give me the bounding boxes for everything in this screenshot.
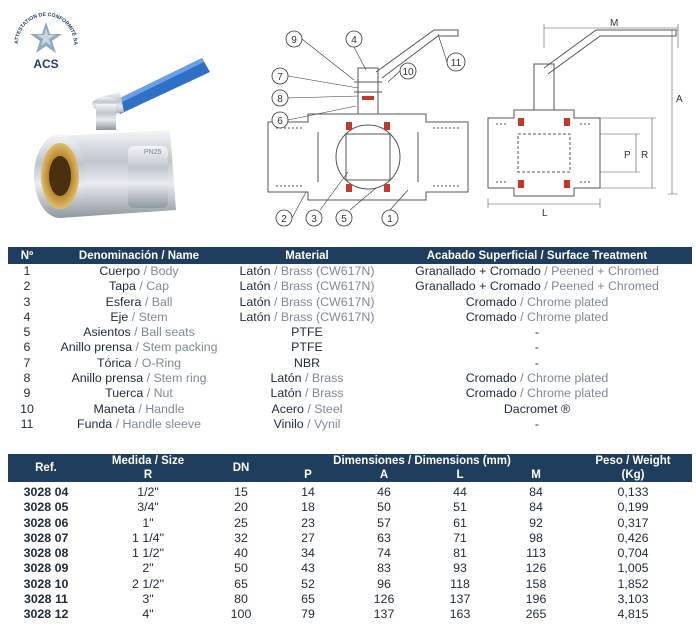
- part-name-en: / Cap: [135, 279, 169, 294]
- p-cell: 27: [301, 530, 315, 545]
- material-cell: [232, 295, 382, 310]
- callout-10: 10: [402, 67, 414, 78]
- p-cell: 34: [301, 546, 315, 561]
- dim-label-p: P: [624, 150, 631, 161]
- finish-es: Granallado + Cromado: [415, 264, 541, 278]
- material-en: / Vynil: [303, 416, 341, 431]
- finish-cell: [382, 356, 692, 371]
- callout-6: 6: [277, 116, 283, 127]
- finish-en: / Peened + Chromed: [540, 279, 659, 294]
- material-row: [8, 371, 692, 386]
- size-cell: 3": [142, 592, 154, 607]
- m-cell: 113: [526, 546, 546, 561]
- p-cell: 43: [301, 561, 315, 576]
- part-name-cell: [46, 356, 232, 371]
- dn-cell: 40: [234, 546, 248, 561]
- part-number: 6: [23, 340, 31, 355]
- part-name-cell: [46, 264, 232, 279]
- dimension-row: [8, 577, 692, 592]
- p-cell: 18: [301, 500, 315, 515]
- weight-cell: 0,199: [617, 500, 649, 515]
- part-number-cell: [8, 340, 46, 355]
- a-cell: 50: [377, 500, 391, 515]
- finish-en: / Chrome plated: [516, 309, 609, 324]
- size-cell: 3/4": [137, 500, 159, 515]
- header-p: P: [270, 468, 346, 482]
- p-cell: 65: [301, 592, 315, 607]
- header-weight: Peso / Weight: [574, 454, 692, 468]
- dim-label-l: L: [542, 208, 548, 218]
- size-cell: 1 1/4": [132, 530, 164, 545]
- a-cell: 96: [377, 576, 391, 591]
- dimension-row: [8, 516, 692, 531]
- material-es: NBR: [293, 355, 321, 370]
- callout-5: 5: [341, 214, 347, 225]
- header-number: Nº: [8, 247, 46, 264]
- part-name-cell: [46, 340, 232, 355]
- callout-7: 7: [277, 72, 283, 83]
- callout-11: 11: [450, 58, 462, 69]
- ref-cell: 3028 08: [23, 546, 69, 561]
- a-cell: 63: [377, 530, 391, 545]
- dn-cell: 65: [234, 576, 248, 591]
- l-cell: 81: [453, 546, 467, 561]
- material-cell: [232, 356, 382, 371]
- material-es: Latón: [239, 279, 271, 294]
- part-number-cell: [8, 264, 46, 279]
- material-row: [8, 402, 692, 417]
- m-cell: 196: [525, 592, 547, 607]
- ref-cell: 3028 12: [23, 607, 69, 622]
- part-number: 9: [23, 386, 31, 401]
- ball-valve-photo: [20, 50, 210, 235]
- material-cell: [232, 264, 382, 279]
- callout-1: 1: [387, 214, 393, 225]
- part-name-es: Funda: [77, 416, 113, 431]
- part-number: 3: [23, 294, 31, 309]
- dim-label-r: R: [641, 150, 649, 161]
- finish-cell: [382, 402, 692, 417]
- material-row: [8, 340, 692, 355]
- logo-text: ACS: [33, 57, 59, 71]
- part-name-es: Esfera: [105, 294, 142, 309]
- size-cell: 1 1/2": [132, 546, 164, 561]
- finish-cell: [382, 325, 692, 340]
- part-name-en: / Stem packing: [132, 340, 218, 355]
- dimensions-header-row-2: [8, 468, 692, 482]
- part-name-en: / Stem: [128, 309, 168, 324]
- material-cell: [232, 279, 382, 294]
- material-es: Acero: [271, 401, 304, 416]
- part-name-es: Asientos: [83, 325, 131, 340]
- part-name-cell: [46, 279, 232, 294]
- size-cell: 2 1/2": [132, 576, 164, 591]
- part-name-cell: [46, 325, 232, 340]
- part-name-en: / Ball seats: [130, 325, 195, 340]
- header-dn: DN: [212, 454, 270, 482]
- part-name-en: / Ball: [141, 294, 173, 309]
- part-name-es: Cuerpo: [99, 264, 141, 278]
- header-name: Denominación / Name: [46, 247, 232, 264]
- part-number-cell: [8, 279, 46, 294]
- part-number: 10: [20, 401, 34, 416]
- material-cell: [232, 371, 382, 386]
- l-cell: 137: [449, 592, 471, 607]
- finish-cell: [382, 310, 692, 325]
- header-weight-unit: (Kg): [574, 468, 692, 482]
- dimensions-header-row-1: [8, 454, 692, 468]
- a-cell: 46: [377, 485, 391, 499]
- part-number-cell: [8, 386, 46, 401]
- material-es: Latón: [239, 264, 271, 278]
- finish-es: -: [534, 416, 540, 431]
- part-number-cell: [8, 310, 46, 325]
- material-cell: [232, 417, 382, 432]
- part-number: 4: [23, 309, 31, 324]
- finish-cell: [382, 340, 692, 355]
- materials-table: [8, 247, 692, 432]
- finish-es: -: [534, 340, 540, 355]
- p-cell: 23: [301, 515, 315, 530]
- callout-4: 4: [351, 35, 357, 46]
- m-cell: 265: [525, 607, 547, 622]
- part-number: 5: [23, 325, 31, 340]
- part-number-cell: [8, 356, 46, 371]
- finish-es: Cromado: [465, 371, 517, 386]
- dim-label-a: A: [676, 94, 683, 105]
- header-size-r: R: [84, 468, 212, 482]
- part-name-es: Anillo prensa: [60, 340, 133, 355]
- weight-cell: 0,133: [617, 485, 649, 499]
- dn-cell: 20: [234, 500, 248, 515]
- part-number-cell: [8, 371, 46, 386]
- l-cell: 61: [453, 515, 467, 530]
- material-cell: [232, 310, 382, 325]
- material-es: Vinilo: [273, 416, 304, 431]
- weight-cell: 4,815: [617, 607, 649, 622]
- material-row: [8, 417, 692, 432]
- materials-header-row: [8, 247, 692, 264]
- part-number-cell: [8, 325, 46, 340]
- finish-es: Dacromet ®: [503, 401, 571, 416]
- material-es: PTFE: [291, 325, 323, 340]
- ref-cell: 3028 06: [23, 515, 69, 530]
- dimension-row: [8, 531, 692, 546]
- finish-es: Granallado + Cromado: [415, 279, 541, 294]
- part-name-en: / Body: [140, 264, 179, 278]
- header-m: M: [498, 468, 574, 482]
- dn-cell: 100: [230, 607, 252, 622]
- a-cell: 137: [373, 607, 395, 622]
- header-dimensions: Dimensiones / Dimensions (mm): [270, 454, 574, 468]
- part-name-es: Anillo prensa: [71, 371, 144, 386]
- size-cell: 4": [142, 607, 154, 622]
- part-name-es: Tuerca: [105, 386, 144, 401]
- dimensions-table: [8, 454, 692, 623]
- p-cell: 79: [301, 607, 315, 622]
- finish-en: / Chrome plated: [516, 371, 609, 386]
- dn-cell: 50: [234, 561, 248, 576]
- dn-cell: 15: [234, 485, 248, 499]
- ref-cell: 3028 10: [23, 576, 69, 591]
- m-cell: 126: [525, 561, 547, 576]
- dn-cell: 80: [234, 592, 248, 607]
- material-es: Latón: [239, 294, 271, 309]
- finish-en: / Peened + Chromed: [540, 264, 659, 278]
- material-en: / Steel: [303, 401, 343, 416]
- weight-cell: 0,704: [617, 546, 649, 561]
- part-name-cell: [46, 402, 232, 417]
- material-en: / Brass (CW617N): [270, 264, 375, 278]
- header-l: L: [422, 468, 498, 482]
- part-number: 8: [23, 371, 31, 386]
- header-material: Material: [232, 247, 382, 264]
- weight-cell: 1,005: [617, 561, 649, 576]
- ref-cell: 3028 09: [23, 561, 69, 576]
- dimension-row: [8, 500, 692, 515]
- a-cell: 83: [377, 561, 391, 576]
- section-drawing: [258, 22, 478, 244]
- material-row: [8, 386, 692, 401]
- material-en: / Brass (CW617N): [270, 309, 375, 324]
- part-number: 1: [23, 264, 31, 278]
- finish-es: Cromado: [465, 309, 517, 324]
- part-name-en: / Stem ring: [143, 371, 207, 386]
- part-name-es: Maneta: [93, 401, 135, 416]
- size-cell: 1": [142, 515, 154, 530]
- header-ref: Ref.: [8, 454, 84, 482]
- part-name-en: / Handle: [134, 401, 185, 416]
- size-cell: 2": [142, 561, 154, 576]
- material-en: / Brass: [301, 371, 344, 386]
- weight-cell: 3,103: [617, 592, 649, 607]
- size-cell: 1/2": [137, 485, 159, 499]
- a-cell: 126: [373, 592, 395, 607]
- material-en: / Brass (CW617N): [270, 279, 375, 294]
- finish-es: Cromado: [465, 294, 517, 309]
- part-name-en: / O-Ring: [131, 355, 181, 370]
- dimension-drawing: [478, 18, 692, 218]
- finish-cell: [382, 295, 692, 310]
- header-size: Medida / Size: [84, 454, 212, 468]
- l-cell: 51: [453, 500, 467, 515]
- p-cell: 52: [301, 576, 315, 591]
- finish-cell: [382, 417, 692, 432]
- ref-cell: 3028 11: [23, 592, 69, 607]
- a-cell: 57: [377, 515, 391, 530]
- a-cell: 74: [377, 546, 391, 561]
- finish-es: -: [534, 355, 540, 370]
- dimension-row: [8, 482, 692, 500]
- l-cell: 118: [450, 576, 470, 591]
- m-cell: 84: [529, 485, 543, 499]
- m-cell: 84: [529, 500, 543, 515]
- finish-cell: [382, 371, 692, 386]
- part-name-cell: [46, 310, 232, 325]
- part-name-en: / Nut: [143, 386, 173, 401]
- l-cell: 44: [453, 485, 467, 499]
- callout-9: 9: [291, 35, 297, 46]
- material-row: [8, 279, 692, 294]
- logo-ring-text: ATTESTATION DE CONFORMITÉ SA: [13, 11, 79, 46]
- part-name-en: / Handle sleeve: [112, 416, 201, 431]
- ref-cell: 3028 04: [23, 485, 69, 499]
- material-es: Latón: [270, 371, 302, 386]
- product-illustrations: [0, 0, 696, 245]
- part-number: 11: [20, 416, 34, 431]
- part-name-cell: [46, 417, 232, 432]
- part-name-cell: [46, 295, 232, 310]
- material-en: / Brass: [301, 386, 344, 401]
- weight-cell: 1,852: [617, 576, 649, 591]
- finish-cell: [382, 386, 692, 401]
- header-surface-treatment: Acabado Superficial / Surface Treatment: [382, 247, 692, 264]
- header-a: A: [346, 468, 422, 482]
- part-number-cell: [8, 295, 46, 310]
- finish-en: / Chrome plated: [516, 294, 609, 309]
- dimension-row: [8, 607, 692, 622]
- finish-es: -: [534, 325, 540, 340]
- weight-cell: 0,317: [617, 515, 649, 530]
- dim-label-m: M: [610, 18, 619, 29]
- material-cell: [232, 402, 382, 417]
- dn-cell: 25: [234, 515, 248, 530]
- part-number-cell: [8, 402, 46, 417]
- l-cell: 163: [449, 607, 471, 622]
- finish-en: / Chrome plated: [516, 386, 609, 401]
- l-cell: 93: [453, 561, 467, 576]
- material-row: [8, 264, 692, 279]
- material-row: [8, 325, 692, 340]
- part-name-es: Tapa: [109, 279, 136, 294]
- material-row: [8, 356, 692, 371]
- star-icon: [30, 22, 62, 53]
- material-es: PTFE: [291, 340, 323, 355]
- material-cell: [232, 340, 382, 355]
- dimension-row: [8, 561, 692, 576]
- weight-cell: 0,426: [617, 530, 649, 545]
- material-cell: [232, 386, 382, 401]
- material-es: Latón: [270, 386, 302, 401]
- part-number-cell: [8, 417, 46, 432]
- dimension-row: [8, 592, 692, 607]
- part-number: 2: [23, 279, 31, 294]
- finish-cell: [382, 279, 692, 294]
- ref-cell: 3028 07: [23, 530, 69, 545]
- material-row: [8, 295, 692, 310]
- part-name-es: Eje: [110, 309, 129, 324]
- material-es: Latón: [239, 309, 271, 324]
- dn-cell: 32: [234, 530, 248, 545]
- material-cell: [232, 325, 382, 340]
- part-name-cell: [46, 371, 232, 386]
- dimension-row: [8, 546, 692, 561]
- callout-3: 3: [311, 214, 317, 225]
- material-row: [8, 310, 692, 325]
- part-number: 7: [23, 355, 31, 370]
- material-en: / Brass (CW617N): [270, 294, 375, 309]
- callout-8: 8: [277, 94, 283, 105]
- part-name-es: Tórica: [96, 355, 132, 370]
- m-cell: 92: [529, 515, 543, 530]
- m-cell: 158: [525, 576, 547, 591]
- finish-cell: [382, 264, 692, 279]
- ref-cell: 3028 05: [23, 500, 69, 515]
- m-cell: 98: [529, 530, 543, 545]
- l-cell: 71: [453, 530, 467, 545]
- finish-es: Cromado: [465, 386, 517, 401]
- callout-2: 2: [281, 214, 287, 225]
- p-cell: 14: [301, 485, 315, 499]
- part-name-cell: [46, 386, 232, 401]
- svg-text:PN25: PN25: [144, 149, 162, 156]
